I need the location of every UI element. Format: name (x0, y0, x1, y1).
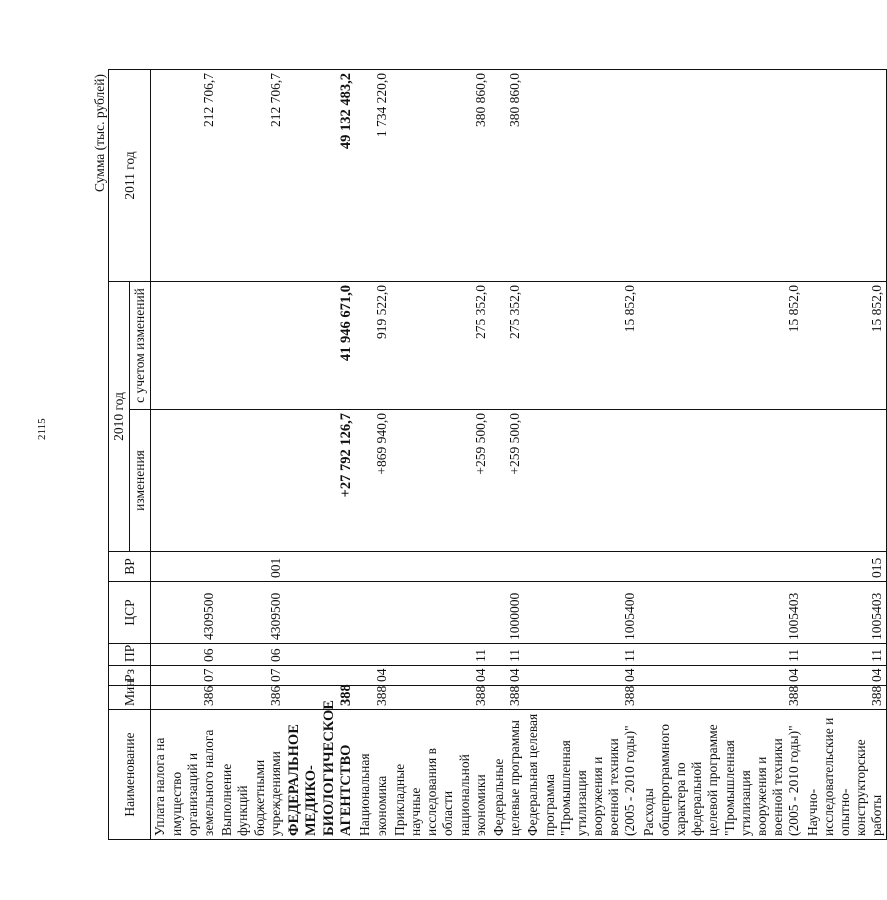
row-rz: 04 (490, 666, 524, 686)
row-pr (356, 644, 390, 666)
row-min: 388 (524, 686, 639, 710)
row-vr (640, 552, 804, 582)
row-csr: 4309500 (218, 582, 285, 644)
row-csr: 1000000 (490, 582, 524, 644)
row-changes (524, 410, 639, 552)
header-name: Наименование (109, 710, 151, 840)
row-name: ФЕДЕРАЛЬНОЕ МЕДИКО-БИОЛОГИЧЕСКОЕ АГЕНТСТВО (285, 710, 357, 840)
table-row (391, 70, 490, 840)
table-row (151, 70, 218, 840)
row-with-changes: 275 352,0 (391, 282, 490, 410)
header-rz: Рз (109, 666, 151, 686)
row-vr: 015 (804, 552, 887, 582)
row-changes: +259 500,0 (391, 410, 490, 552)
row-with-changes: 15 852,0 (524, 282, 639, 410)
table-row (804, 70, 887, 840)
row-pr: 06 (218, 644, 285, 666)
header-year-2010: 2010 год (109, 282, 130, 552)
row-vr (151, 552, 218, 582)
header-pr: ПР (109, 644, 151, 666)
table-row (356, 70, 390, 840)
row-csr (356, 582, 390, 644)
row-min: 386 (151, 686, 218, 710)
row-name: Федеральные целевые программы (490, 710, 524, 840)
row-changes: +259 500,0 (490, 410, 524, 552)
row-rz: 04 (804, 666, 887, 686)
row-rz: 04 (640, 666, 804, 686)
row-name: Выполнение функций бюджетными учреждениями (218, 710, 285, 840)
row-csr: 1005403 (804, 582, 887, 644)
row-pr: 06 (151, 644, 218, 666)
table-row (285, 70, 357, 840)
row-vr (285, 552, 357, 582)
row-with-changes: 41 946 671,0 (285, 282, 357, 410)
row-2011 (804, 70, 887, 282)
row-changes (218, 410, 285, 552)
rotated-budget-sheet (92, 70, 885, 840)
row-with-changes: 919 522,0 (356, 282, 390, 410)
row-with-changes (218, 282, 285, 410)
row-min: 388 (640, 686, 804, 710)
row-changes (804, 410, 887, 552)
row-vr (490, 552, 524, 582)
row-name: Прикладные научные исследования в области национальной экономики (391, 710, 490, 840)
row-vr (391, 552, 490, 582)
row-2011: 212 706,7 (151, 70, 218, 282)
table-row (490, 70, 524, 840)
row-2011: 380 860,0 (490, 70, 524, 282)
header-vr: ВР (109, 552, 151, 582)
row-csr (285, 582, 357, 644)
row-with-changes (151, 282, 218, 410)
row-min: 388 (490, 686, 524, 710)
row-min: 388 (356, 686, 390, 710)
page-number: 2115 (36, 418, 48, 440)
row-rz: 07 (218, 666, 285, 686)
row-rz: 04 (524, 666, 639, 686)
table-row (524, 70, 639, 840)
row-pr (285, 644, 357, 666)
header-min: Мин (109, 686, 151, 710)
header-row-1 (109, 70, 130, 840)
header-with-changes: с учетом изменений (130, 282, 151, 410)
row-2011: 1 734 220,0 (356, 70, 390, 282)
row-min: 388 (804, 686, 887, 710)
row-csr: 4309500 (151, 582, 218, 644)
row-name: Федеральная целевая программа "Промышленная утилизация вооружения и военной техники (2005 - 2010 годы)" (524, 710, 639, 840)
row-name: Национальная экономика (356, 710, 390, 840)
row-min: 386 (218, 686, 285, 710)
row-changes (640, 410, 804, 552)
row-vr: 001 (218, 552, 285, 582)
table-row (218, 70, 285, 840)
budget-table (108, 69, 887, 840)
row-pr: 11 (490, 644, 524, 666)
row-rz (285, 666, 357, 686)
row-vr (356, 552, 390, 582)
row-min: 388 (285, 686, 357, 710)
row-changes (151, 410, 218, 552)
header-csr: ЦСР (109, 582, 151, 644)
row-with-changes: 15 852,0 (804, 282, 887, 410)
row-rz: 07 (151, 666, 218, 686)
row-pr: 11 (524, 644, 639, 666)
row-csr: 1005400 (524, 582, 639, 644)
row-name: Научно-исследовательские и опытно-конструкторские работы (804, 710, 887, 840)
row-min: 388 (391, 686, 490, 710)
table-row (640, 70, 804, 840)
table-body (151, 70, 887, 840)
row-with-changes: 275 352,0 (490, 282, 524, 410)
row-2011: 380 860,0 (391, 70, 490, 282)
row-2011 (524, 70, 639, 282)
unit-label: Сумма (тыс. рублей) (92, 74, 107, 192)
row-pr: 11 (804, 644, 887, 666)
row-rz: 04 (391, 666, 490, 686)
row-with-changes: 15 852,0 (640, 282, 804, 410)
row-pr: 11 (391, 644, 490, 666)
row-vr (524, 552, 639, 582)
row-changes: +27 792 126,7 (285, 410, 357, 552)
header-changes: изменения (130, 410, 151, 552)
row-rz: 04 (356, 666, 390, 686)
row-pr: 11 (640, 644, 804, 666)
row-2011 (640, 70, 804, 282)
row-csr (391, 582, 490, 644)
row-csr: 1005403 (640, 582, 804, 644)
row-name: Расходы общепрограммного характера по федеральной целевой программе "Промышленная утилизация вооружения и военной техники (2005 - 2010 годы)" (640, 710, 804, 840)
row-2011: 212 706,7 (218, 70, 285, 282)
row-2011: 49 132 483,2 (285, 70, 357, 282)
header-year-2011: 2011 год (109, 70, 151, 282)
row-changes: +869 940,0 (356, 410, 390, 552)
row-name: Уплата налога на имущество организаций и земельного налога (151, 710, 218, 840)
